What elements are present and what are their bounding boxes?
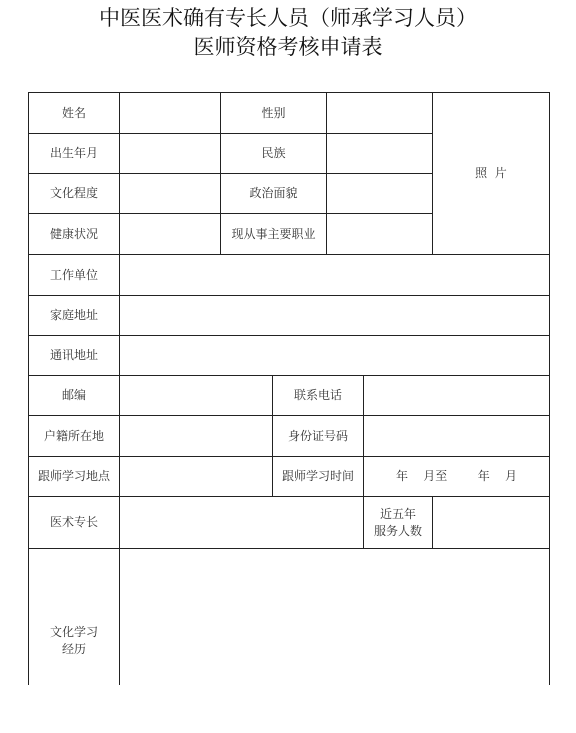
- label-gender: 性别: [261, 105, 286, 120]
- gender-field[interactable]: [327, 93, 432, 133]
- education-field[interactable]: [120, 174, 220, 213]
- label-political-status: 政治面貌: [249, 186, 298, 200]
- label-photo: 照 片: [475, 166, 507, 180]
- photo-area[interactable]: [433, 93, 549, 254]
- label-id-number: 身份证号码: [287, 428, 348, 443]
- label-hukou: 户籍所在地: [43, 428, 104, 443]
- work-unit-field[interactable]: [120, 255, 549, 295]
- label-apprentice-place: 跟师学习地点: [37, 469, 110, 483]
- label-home-address: 家庭地址: [49, 308, 98, 322]
- apprentice-place-field[interactable]: [120, 457, 272, 496]
- label-specialty: 医术专长: [49, 515, 98, 529]
- table-border-right: [549, 92, 550, 685]
- apprentice-time-range: 年 月至 年 月: [395, 469, 518, 483]
- label-mail-address: 通讯地址: [49, 348, 98, 362]
- label-birth: 出生年月: [49, 146, 98, 160]
- label-work-unit: 工作单位: [49, 267, 98, 282]
- label-patients-5y-line1: 近五年: [379, 506, 416, 521]
- ethnicity-field[interactable]: [327, 134, 432, 173]
- specialty-field[interactable]: [120, 497, 363, 548]
- hukou-field[interactable]: [120, 416, 272, 456]
- id-number-field[interactable]: [364, 416, 549, 456]
- postcode-field[interactable]: [120, 376, 272, 415]
- label-apprentice-time: 跟师学习时间: [281, 469, 354, 483]
- study-experience-field[interactable]: [120, 549, 549, 685]
- label-study-experience-line1: 文化学习: [49, 625, 98, 639]
- mail-address-field[interactable]: [120, 336, 549, 375]
- label-education: 文化程度: [49, 186, 98, 200]
- label-patients-5y-line2: 服务人数: [373, 523, 422, 538]
- label-study-experience: [29, 549, 119, 733]
- label-name: 姓名: [61, 105, 86, 120]
- label-health: 健康状况: [49, 226, 98, 241]
- label-patients-5y: [364, 497, 432, 548]
- health-field[interactable]: [120, 214, 220, 254]
- political-status-field[interactable]: [327, 174, 432, 213]
- label-postcode: 邮编: [61, 388, 86, 402]
- home-address-field[interactable]: [120, 296, 549, 335]
- birth-field[interactable]: [120, 134, 220, 173]
- patients-5y-field[interactable]: [433, 497, 549, 548]
- label-current-job: 现从事主要职业: [231, 226, 316, 241]
- label-study-experience-line2: 经历: [61, 642, 86, 656]
- current-job-field[interactable]: [327, 214, 432, 254]
- name-field[interactable]: [120, 93, 220, 133]
- phone-field[interactable]: [364, 376, 549, 415]
- form-subtitle: 医师资格考核申请表: [193, 35, 383, 59]
- form-title: 中医医术确有专长人员（师承学习人员）: [99, 6, 477, 30]
- label-phone: 联系电话: [293, 388, 342, 402]
- label-ethnicity: 民族: [261, 146, 286, 160]
